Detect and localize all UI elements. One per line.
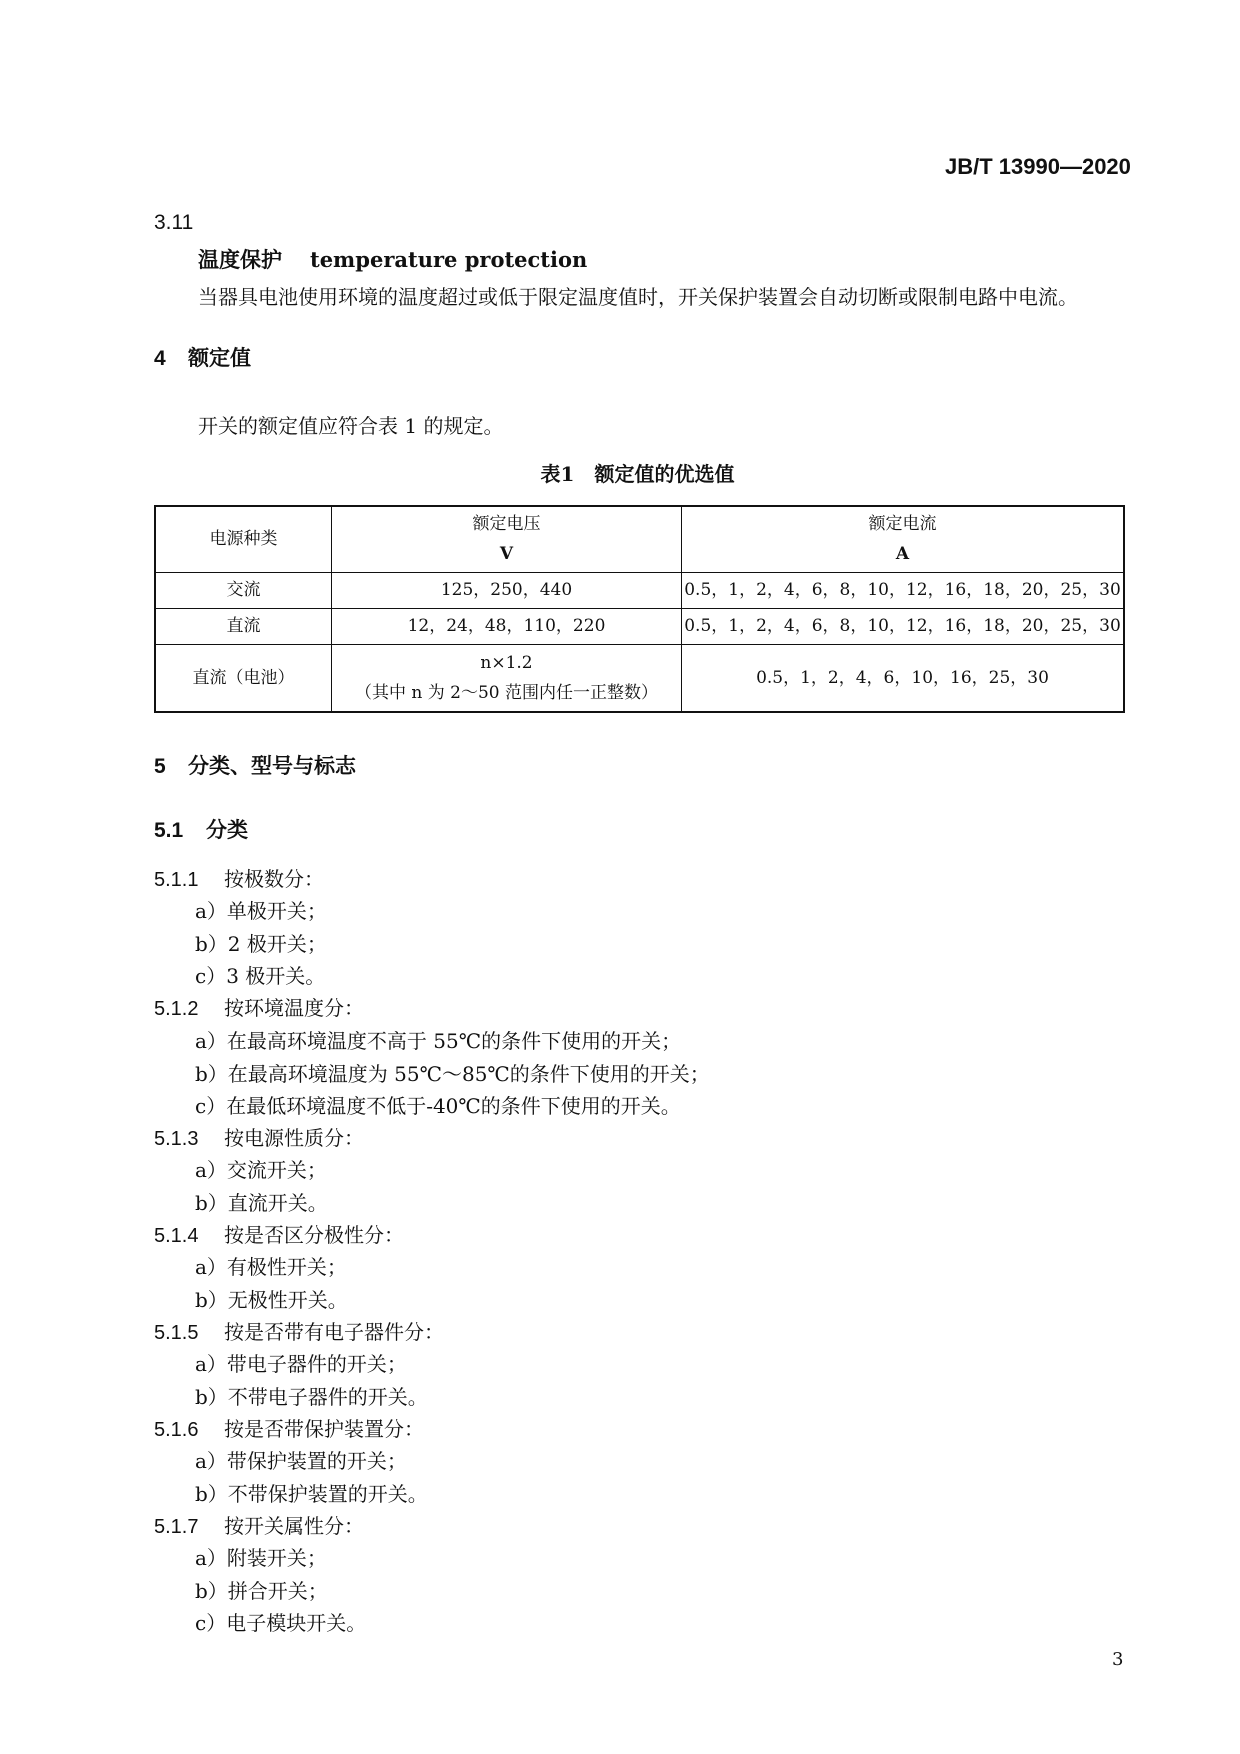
item-number: 5.1.6 (154, 1419, 199, 1441)
section-4-title: 额定值 (188, 345, 251, 370)
list-item: c）3 极开关。 (195, 964, 326, 988)
item-number: 5.1.1 (154, 869, 199, 891)
clause-number-3-11: 3.11 (154, 211, 194, 234)
section-4-number: 4 (154, 347, 166, 370)
list-item: a）带电子器件的开关； (195, 1352, 407, 1376)
list-item: b）在最高环境温度为 55℃～85℃的条件下使用的开关； (195, 1062, 710, 1086)
header-rated-voltage (332, 506, 682, 572)
ratings-table (154, 505, 1125, 713)
item-title: 按是否区分极性分： (224, 1223, 404, 1247)
list-item: b）无极性开关。 (195, 1288, 348, 1312)
item-5-1-4-heading (154, 1219, 404, 1248)
cell-voltage-note: （其中 n 为 2～50 范围内任一正整数） (354, 682, 658, 703)
term-heading (198, 244, 587, 274)
item-title: 按电源性质分： (224, 1126, 364, 1150)
term-definition: 当器具电池使用环境的温度超过或低于限定温度值时，开关保护装置会自动切断或限制电路中电流。 (198, 285, 1078, 309)
item-5-1-6-heading (154, 1413, 424, 1442)
item-5-1-7-heading (154, 1510, 364, 1539)
section-5-title: 分类、型号与标志 (188, 753, 356, 778)
list-item: a）有极性开关； (195, 1255, 347, 1279)
list-item: c）电子模块开关。 (195, 1611, 367, 1635)
cell-power-type: 直流（电池） (155, 644, 332, 712)
list-item: a）在最高环境温度不高于 55℃的条件下使用的开关； (195, 1029, 682, 1053)
cell-voltage (332, 644, 682, 712)
list-item: b）直流开关。 (195, 1191, 328, 1215)
section-5-1-number: 5.1 (154, 819, 184, 842)
cell-power-type: 直流 (155, 608, 332, 644)
item-number: 5.1.5 (154, 1322, 199, 1344)
table-row (155, 608, 1124, 644)
cell-current: 0.5，1，2，4，6，8，10，12，16，18，20，25，30 (682, 608, 1125, 644)
list-item: a）附装开关； (195, 1546, 327, 1570)
term-english: temperature protection (310, 247, 588, 272)
item-5-1-1-heading (154, 863, 324, 892)
section-4-heading (154, 342, 251, 372)
list-item: b）2 极开关； (195, 932, 327, 956)
header-rated-current (682, 506, 1125, 572)
item-5-1-2-heading (154, 992, 364, 1021)
item-title: 按是否带保护装置分： (224, 1417, 424, 1441)
list-item: b）不带电子器件的开关。 (195, 1385, 428, 1409)
standard-number: JB/T 13990—2020 (945, 154, 1131, 179)
header-current-label: 额定电流 (868, 514, 937, 535)
header-current-unit: A (895, 544, 910, 565)
table-title: 表1 额定值的优选值 (540, 462, 735, 486)
list-item: a）带保护装置的开关； (195, 1449, 407, 1473)
header-voltage-unit: V (499, 544, 514, 565)
item-title: 按开关属性分： (224, 1514, 364, 1538)
table-row (155, 572, 1124, 608)
section-5-number: 5 (154, 755, 166, 778)
item-title: 按是否带有电子器件分： (224, 1320, 444, 1344)
item-number: 5.1.2 (154, 998, 199, 1020)
section-5-1-title: 分类 (206, 817, 248, 842)
cell-current: 0.5，1，2，4，6，8，10，12，16，18，20，25，30 (682, 572, 1125, 608)
section-4-paragraph: 开关的额定值应符合表 1 的规定。 (198, 414, 504, 438)
item-title: 按环境温度分： (224, 996, 364, 1020)
term-chinese: 温度保护 (198, 247, 282, 272)
table-header-row (155, 506, 1124, 572)
section-5-heading (154, 750, 356, 780)
item-5-1-5-heading (154, 1316, 444, 1345)
section-5-1-heading (154, 814, 248, 844)
item-title: 按极数分： (224, 867, 324, 891)
cell-voltage-formula: n×1.2 (480, 652, 533, 673)
header-power-type: 电源种类 (155, 506, 332, 572)
cell-power-type: 交流 (155, 572, 332, 608)
header-voltage-label: 额定电压 (472, 514, 541, 535)
item-number: 5.1.4 (154, 1225, 199, 1247)
item-number: 5.1.7 (154, 1516, 199, 1538)
list-item: b）不带保护装置的开关。 (195, 1482, 428, 1506)
list-item: a）单极开关； (195, 899, 327, 923)
list-item: b）拼合开关； (195, 1579, 328, 1603)
cell-voltage: 12，24，48，110，220 (332, 608, 682, 644)
cell-current: 0.5，1，2，4，6，10，16，25，30 (682, 644, 1125, 712)
page-number: 3 (1112, 1649, 1124, 1670)
cell-voltage: 125，250，440 (332, 572, 682, 608)
table-row (155, 644, 1124, 712)
list-item: a）交流开关； (195, 1158, 327, 1182)
item-number: 5.1.3 (154, 1128, 199, 1150)
item-5-1-3-heading (154, 1122, 364, 1151)
list-item: c）在最低环境温度不低于-40℃的条件下使用的开关。 (195, 1094, 681, 1118)
